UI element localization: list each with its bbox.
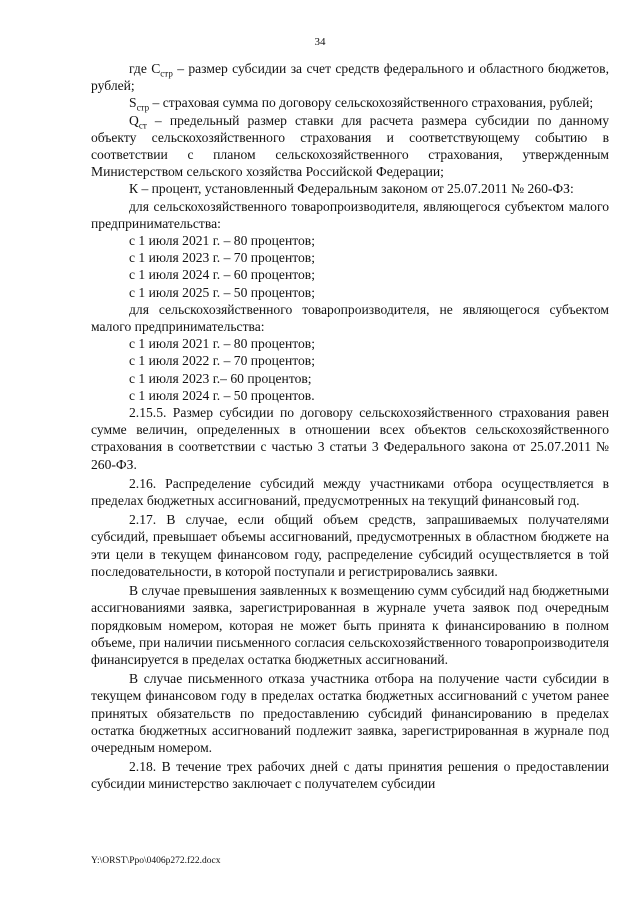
paragraph-excess-claims: В случае превышения заявленных к возмещению сумм субсидий над бюджетными ассигнованиями заявка, зарегистрированная в журнале учета заявок под очередным порядковым номером, которая не может быть принята к финансированию в полном объеме, при наличии письменного согласия сельскохозяйственного товаропроизводителя финансируется в пределах остатка бюджетных ассигнований.: [91, 583, 609, 667]
list-item: с 1 июля 2021 г. – 80 процентов;: [129, 336, 315, 352]
list-item: с 1 июля 2024 г. – 60 процентов;: [129, 267, 315, 283]
list-item: с 1 июля 2023 г.– 60 процентов;: [129, 370, 312, 386]
paragraph-2-17: 2.17. В случае, если общий объем средств, запрашиваемых получателями субсидий, превышает объемы ассигнований, предусмотренных в областном бюджете на эти цели в текущем финансовом году, распределение субсидий осуществляется в той последовательности, в которой поступали и регистрировались заявки.: [91, 512, 609, 579]
document-body: [91, 60, 609, 793]
paragraph-non-small-business: для сельскохозяйственного товаропроизводителя, не являющегося субъектом малого предпринимательства:: [91, 301, 609, 335]
paragraph-2-15-5: 2.15.5. Размер субсидии по договору сельскохозяйственного страхования равен сумме величин, определенных в отношении всех объектов сельскохозяйственного страхования в соответствии с частью 3 статьи 3 Федерального закона от 25.07.2011 № 260-ФЗ.: [91, 405, 609, 472]
list-item: с 1 июля 2021 г. – 80 процентов;: [129, 233, 315, 249]
paragraph-2-18: 2.18. В течение трех рабочих дней с даты принятия решения о предоставлении субсидии министерство заключает с получателем субсидии: [91, 759, 609, 792]
footer-file-path: Y:\ORST\Ppo\0406p272.f22.docx: [91, 856, 221, 866]
list-item: с 1 июля 2024 г. – 50 процентов.: [129, 387, 315, 403]
paragraph-written-refusal: В случае письменного отказа участника отбора на получение части субсидии в текущем финансовом году в пределах остатка бюджетных ассигнований с учетом ранее принятых обязательств по предоставлению субсидий финансированию в пределах остатка бюджетных ассигнований подлежит заявка, зарегистрированная в журнале под очередным номером.: [91, 671, 609, 755]
list-item: с 1 июля 2023 г. – 70 процентов;: [129, 250, 315, 266]
paragraph-definition-s: $S_{стр}$ – страховая сумма по договору сельскохозяйственного страхования, рублей;: [129, 95, 594, 114]
paragraph-2-16: 2.16. Распределение субсидий между участниками отбора осуществляется в пределах бюджетных ассигнований, предусмотренных на текущий финансовый год.: [91, 475, 609, 509]
paragraph-small-business: для сельскохозяйственного товаропроизводителя, являющегося субъектом малого предпринимательства:: [91, 198, 609, 231]
page-number: 34: [314, 36, 326, 48]
paragraph-definition-q: $Q_{ст}$ – предельный размер ставки для расчета размера субсидии по данному объекту сельскохозяйственного страхования и соответствующему событию в соответствии с планом сельскохозяйственного страхования, утвержденным Министерством сельского хозяйства Российской Федерации;: [91, 112, 609, 180]
paragraph-definition-c: где $С_{стр}$ – размер субсидии за счет средств федерального и областного бюджетов, рублей;: [91, 61, 609, 94]
list-item: с 1 июля 2025 г. – 50 процентов;: [129, 284, 315, 300]
paragraph-definition-k: К – процент, установленный Федеральным законом от 25.07.2011 № 260-ФЗ:: [129, 181, 574, 197]
list-item: с 1 июля 2022 г. – 70 процентов;: [129, 353, 315, 369]
